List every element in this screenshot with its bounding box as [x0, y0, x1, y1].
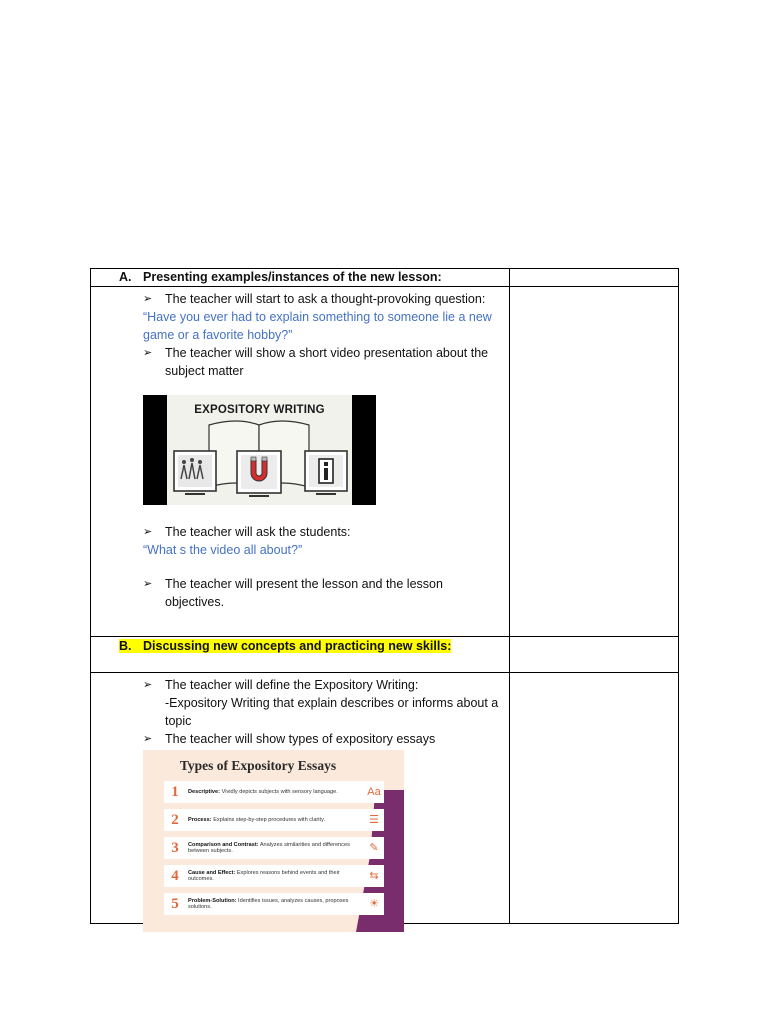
row-name: Problem-Solution: — [188, 897, 237, 904]
list-item — [164, 893, 384, 915]
definition-text: -Expository Writing that explain describes or informs about a topic — [165, 696, 499, 728]
video-thumbnail[interactable] — [143, 395, 376, 505]
arrow-bullet-icon: ➢ — [143, 293, 153, 305]
section-b-heading — [91, 637, 509, 672]
item-text: The teacher will define the Expository Writing: — [165, 678, 419, 692]
row-name: Descriptive: — [188, 788, 221, 795]
row-text — [186, 817, 364, 824]
row-number: 3 — [171, 840, 179, 856]
list-item — [164, 837, 384, 859]
video-title: EXPOSITORY WRITING — [194, 404, 325, 416]
section-a-heading — [91, 269, 509, 286]
row-name: Cause and Effect: — [188, 869, 236, 876]
row-text — [186, 789, 364, 796]
section-a-side-cell — [510, 287, 679, 637]
item-text: The teacher will start to ask a thought-provoking question: — [165, 292, 486, 306]
letters-icon: Aa — [367, 786, 381, 798]
row-number: 4 — [171, 868, 179, 884]
row-desc: Analyzes similarities and differences between subjects. — [188, 841, 350, 854]
item-text: The teacher will show a short video presentation about the subject matter — [165, 346, 489, 378]
row-number: 5 — [171, 896, 179, 912]
signpost-icon: ⇆ — [369, 870, 379, 882]
lightbulb-icon: ☀ — [369, 898, 379, 910]
expository-essays-infographic — [143, 750, 404, 932]
section-a-heading-text: Presenting examples/instances of the new lesson: — [143, 270, 442, 284]
row-desc: Explains step-by-step procedures with clarity. — [213, 816, 326, 823]
arrow-bullet-icon: ➢ — [143, 578, 153, 590]
row-number: 2 — [171, 812, 179, 828]
question-quote: “Have you ever had to explain something to someone lie a new game or a favorite hobby?” — [143, 310, 492, 342]
row-name: Process: — [188, 816, 212, 823]
video-frame — [167, 395, 352, 505]
section-b-content-row — [91, 673, 679, 924]
list-item — [164, 781, 384, 803]
row-text — [186, 842, 364, 855]
row-name: Comparison and Contrast: — [188, 841, 259, 848]
section-b-header-cell — [91, 637, 510, 673]
item-text: The teacher will present the lesson and the lesson objectives. — [165, 577, 443, 609]
spacer — [143, 559, 503, 575]
arrow-bullet-icon: ➢ — [143, 679, 153, 691]
section-a-letter: A. — [119, 270, 132, 284]
list-item — [143, 290, 503, 308]
section-a-content-cell — [91, 287, 510, 637]
question-quote: “What s the video all about?” — [143, 543, 303, 557]
list-item — [143, 730, 503, 748]
arrow-bullet-icon: ➢ — [143, 733, 153, 745]
list-item — [143, 344, 503, 380]
item-text: The teacher will ask the students: — [165, 525, 351, 539]
lesson-plan-table — [90, 268, 679, 924]
list-item — [143, 676, 503, 694]
row-desc: Vividly depicts subjects with sensory language. — [221, 788, 338, 795]
section-b-side-header-cell — [510, 637, 679, 673]
list-item — [164, 865, 384, 887]
infographic-title: Types of Expository Essays — [179, 758, 337, 773]
section-a-side-header-cell — [510, 269, 679, 287]
row-desc: Identifies issues, analyzes causes, proposes solutions. — [188, 897, 349, 910]
arrow-bullet-icon: ➢ — [143, 347, 153, 359]
book-monitors-illustration — [167, 395, 352, 505]
item-text: The teacher will show types of expository essays — [165, 732, 436, 746]
arrow-bullet-icon: ➢ — [143, 526, 153, 538]
list-icon: ☰ — [369, 814, 379, 826]
section-b-header-row — [91, 637, 679, 673]
section-a-content-row — [91, 287, 679, 637]
section-b-side-cell — [510, 673, 679, 924]
row-text — [186, 898, 364, 911]
list-item — [143, 523, 503, 541]
compare-icon: ✎ — [369, 842, 379, 854]
section-b-letter: B. — [119, 639, 132, 653]
list-item — [143, 575, 503, 611]
row-number: 1 — [171, 784, 179, 800]
list-item — [164, 809, 384, 831]
section-b-heading-text: Discussing new concepts and practicing new skills: — [143, 639, 452, 653]
section-a-header-row — [91, 269, 679, 287]
section-b-content-cell — [91, 673, 510, 924]
row-desc: Explores reasons behind events and their outcomes. — [188, 869, 340, 882]
section-a-header-cell — [91, 269, 510, 287]
row-text — [186, 870, 364, 883]
